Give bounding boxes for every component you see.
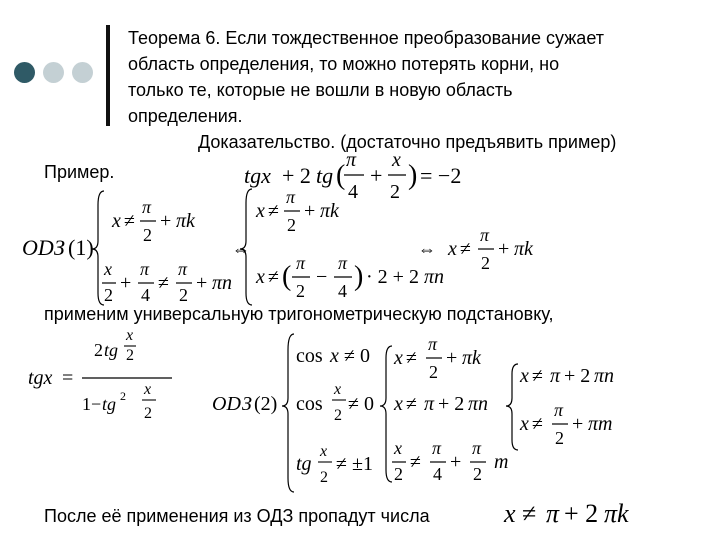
svg-text:x: x [394, 438, 402, 458]
svg-text:x: x [448, 238, 457, 260]
svg-text:+ 2: + 2 [438, 393, 465, 415]
svg-text:+: + [446, 347, 458, 369]
svg-text:+: + [370, 163, 383, 188]
svg-text:π: π [424, 393, 435, 415]
theorem-line-2: область определения, то можно потерять корни, но [128, 54, 560, 74]
svg-text:+ 2: + 2 [564, 365, 591, 387]
svg-text:2: 2 [94, 340, 103, 360]
svg-text:+: + [498, 238, 510, 260]
substitution-formula [22, 326, 182, 436]
svg-text:πk: πk [320, 200, 339, 222]
svg-text:x: x [394, 393, 403, 415]
theorem-line-1: Теорема 6. Если тождественное преобразование сужает [128, 28, 604, 48]
svg-text:π: π [346, 149, 357, 171]
svg-text:2: 2 [320, 469, 328, 486]
svg-text:tgx: tgx [244, 163, 271, 188]
svg-text:tg: tg [102, 394, 117, 414]
svg-text:π: π [550, 365, 561, 387]
svg-text:π: π [296, 253, 306, 273]
svg-text:≠: ≠ [268, 266, 279, 288]
svg-text:tg: tg [296, 453, 312, 475]
svg-text:≠: ≠ [532, 413, 543, 435]
svg-text:): ) [354, 261, 364, 292]
svg-text:x: x [334, 381, 342, 398]
svg-text:cos: cos [296, 345, 323, 367]
svg-text:+: + [572, 413, 584, 435]
svg-text:(2): (2) [254, 393, 278, 415]
svg-text:⇔: ⇔ [418, 239, 436, 259]
svg-text:2: 2 [144, 405, 152, 422]
svg-text:m: m [494, 451, 509, 473]
svg-text:≠ 0: ≠ 0 [348, 393, 374, 415]
lost-roots-formula [500, 494, 660, 534]
svg-text:πn: πn [212, 272, 233, 294]
svg-text:x: x [256, 266, 265, 288]
svg-text:tgx: tgx [28, 367, 53, 389]
svg-text:≠: ≠ [522, 499, 537, 528]
svg-text:⇔: ⇔ [232, 239, 250, 259]
svg-text:+: + [120, 272, 132, 294]
svg-text:2: 2 [334, 407, 342, 424]
svg-text:≠: ≠ [158, 272, 169, 294]
svg-text:2: 2 [120, 389, 126, 403]
svg-text:x: x [320, 443, 328, 460]
proof-line: Доказательство. (достаточно предъявить пример) [198, 132, 617, 152]
svg-text:2: 2 [126, 347, 134, 364]
svg-text:OD: OD [212, 393, 241, 415]
svg-text:): ) [408, 160, 418, 191]
svg-text:π: π [178, 259, 188, 279]
svg-text:x: x [256, 200, 265, 222]
svg-text:(: ( [282, 261, 292, 292]
svg-text:−: − [316, 266, 328, 288]
svg-text:x: x [504, 499, 516, 528]
svg-text:2: 2 [394, 464, 403, 484]
svg-text:tg: tg [104, 340, 119, 360]
svg-text:≠: ≠ [124, 210, 135, 232]
decor-vertical-bar [106, 25, 110, 126]
svg-text:OD: OD [22, 235, 54, 260]
svg-text:π: π [480, 225, 490, 245]
theorem-line-3: только те, которые не вошли в новую область [128, 80, 513, 100]
svg-text:2: 2 [287, 215, 296, 235]
svg-text:≠: ≠ [410, 451, 421, 473]
svg-text:π: π [472, 438, 482, 458]
svg-text:π: π [428, 334, 438, 354]
svg-text:≠: ≠ [406, 347, 417, 369]
svg-text:+ 2: + 2 [282, 163, 311, 188]
svg-text:π: π [338, 253, 348, 273]
svg-text:x: x [104, 259, 112, 279]
svg-text:πk: πk [604, 499, 629, 528]
svg-text:cos: cos [296, 393, 323, 415]
svg-text:π: π [546, 499, 560, 528]
svg-text:x: x [394, 347, 403, 369]
svg-text:x: x [144, 381, 152, 398]
svg-text:πk: πk [514, 238, 533, 260]
svg-text:π: π [554, 400, 564, 420]
svg-text:≠: ≠ [406, 393, 417, 415]
svg-text:= −2: = −2 [420, 163, 462, 188]
svg-text:(: ( [336, 160, 346, 191]
theorem-line-4: определения. [128, 106, 243, 126]
svg-text:πk: πk [176, 210, 195, 232]
svg-text:≠ 0: ≠ 0 [344, 345, 370, 367]
svg-text:2: 2 [481, 253, 490, 273]
svg-text:З: З [54, 235, 65, 260]
svg-text:· 2 + 2: · 2 + 2 [366, 266, 419, 288]
svg-text:tg: tg [316, 163, 334, 188]
svg-text:2: 2 [104, 285, 113, 305]
odz2-block [210, 330, 640, 498]
svg-text:4: 4 [141, 285, 150, 305]
apply-line: применим универсальную тригонометрическую подстановку, [44, 304, 554, 324]
after-line: После её применения из ОДЗ пропадут числа [44, 506, 430, 526]
svg-text:(1): (1) [68, 235, 94, 260]
svg-text:πm: πm [588, 413, 613, 435]
svg-text:4: 4 [348, 181, 358, 203]
svg-text:2: 2 [179, 285, 188, 305]
svg-text:x: x [112, 210, 121, 232]
svg-text:З: З [242, 393, 252, 415]
example-label: Пример. [44, 162, 115, 182]
svg-text:4: 4 [433, 464, 442, 484]
svg-text:π: π [142, 197, 152, 217]
svg-text:2: 2 [143, 225, 152, 245]
svg-text:4: 4 [338, 281, 347, 301]
decor-dot-light [43, 62, 64, 83]
svg-text:+: + [304, 200, 316, 222]
svg-text:2: 2 [429, 362, 438, 382]
svg-text:π: π [286, 187, 296, 207]
svg-text:≠: ≠ [460, 238, 471, 260]
svg-text:πk: πk [462, 347, 481, 369]
svg-text:x: x [126, 327, 134, 344]
svg-text:πn: πn [424, 266, 445, 288]
svg-text:+ 2: + 2 [564, 499, 599, 528]
svg-text:x: x [520, 413, 529, 435]
svg-text:1−: 1− [82, 394, 102, 414]
svg-text:x: x [392, 149, 401, 171]
svg-text:π: π [432, 438, 442, 458]
svg-text:2: 2 [390, 181, 400, 203]
svg-text:x: x [520, 365, 529, 387]
svg-text:x: x [330, 345, 339, 367]
decor-dot-dark [14, 62, 35, 83]
svg-text:+: + [450, 451, 462, 473]
svg-text:2: 2 [296, 281, 305, 301]
svg-text:+: + [196, 272, 208, 294]
svg-text:=: = [62, 367, 74, 389]
svg-text:≠: ≠ [532, 365, 543, 387]
svg-text:2: 2 [473, 464, 482, 484]
svg-text:πn: πn [468, 393, 489, 415]
svg-text:πn: πn [594, 365, 615, 387]
svg-text:+: + [160, 210, 172, 232]
decor-dot-light [72, 62, 93, 83]
svg-text:2: 2 [555, 428, 564, 448]
svg-text:≠: ≠ [268, 200, 279, 222]
svg-text:π: π [140, 259, 150, 279]
svg-text:≠ ±1: ≠ ±1 [336, 453, 373, 475]
odz1-block [20, 185, 560, 310]
